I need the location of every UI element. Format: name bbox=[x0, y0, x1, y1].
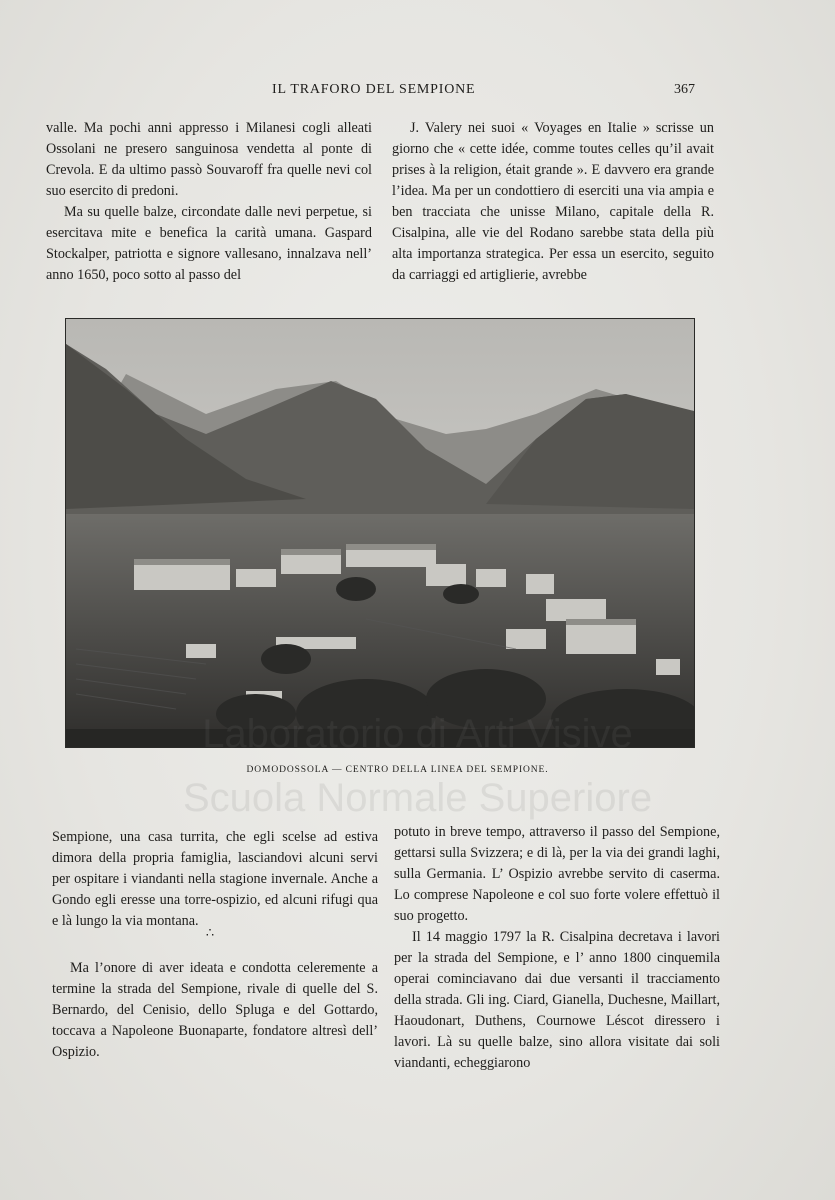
paragraph: valle. Ma pochi anni appresso i Milanesi cogli alleati Ossolani ne presero sanguinosa vendetta al ponte di Crevola. E da ultimo passò Souvaroff fra quelle nevi col suo esercito di predoni. bbox=[46, 120, 372, 199]
paragraph: Sempione, una casa turrita, che egli scelse ad estiva dimora della propria famiglia, lasciandovi alcuni servi per ospitare i viandanti nella stagione invernale. Anche a Gondo egli eresse una torre-ospizio, ed alcuni rifugi qua e là lungo la via montana. bbox=[52, 829, 378, 929]
figure-caption bbox=[0, 765, 835, 775]
text-column-bottom-right bbox=[394, 822, 720, 1074]
page-number: 367 bbox=[674, 82, 695, 97]
text-column-bottom-left bbox=[52, 827, 378, 932]
paragraph: potuto in breve tempo, attraverso il passo del Sempione, gettarsi sulla Svizzera; e di là, per la via dei grandi laghi, sulla Germania. L’ Ospizio avrebbe servito di caserma. Lo comprese Napoleone e col suo forte volere effettuò il suo progetto. bbox=[394, 824, 720, 924]
text-column-bottom-left-continued bbox=[52, 958, 378, 1063]
page-header bbox=[0, 82, 835, 102]
asterism-ornament: ∴ bbox=[205, 925, 215, 940]
text-column-top-right bbox=[392, 118, 714, 286]
domodossola-photograph bbox=[65, 318, 695, 748]
paragraph: J. Valery nei suoi « Voyages en Italie » scrisse un giorno che « cette idée, comme toutes celles qu’il avait prises à la religion, était grande ». E davvero era grande l’idea. Ma per un condottiero di eserciti una via ampia e ben tracciata che unisse Milano, capitale della R. Cisalpina, alle vie del Rodano sarebbe stata della più alta importanza strategica. Per essa un esercito, seguito da carriaggi ed artiglierie, avrebbe bbox=[392, 120, 714, 283]
landscape-illustration bbox=[66, 319, 694, 747]
watermark-line: Scuola Normale Superiore bbox=[182, 776, 653, 820]
text-column-top-left bbox=[46, 118, 372, 286]
paragraph: Il 14 maggio 1797 la R. Cisalpina decretava i lavori per la strada del Sempione, e l’ anno 1800 cinquemila operai cominciavano dai due versanti il tracciamento della strada. Gli ing. Ciard, Gianella, Duchesne, Maillart, Haoudonart, Duthens, Cournowe Léscot diressero i lavori. Là su quelle balze, sino allora visitate dai soli viandanti, echeggiarono bbox=[394, 929, 720, 1071]
paragraph: Ma su quelle balze, circondate dalle nevi perpetue, si esercitava mite e benefica la carità umana. Gaspard Stockalper, patriotta e signore vallesano, innalzava nell’ anno 1650, poco sotto al passo del bbox=[46, 204, 372, 283]
running-title: IL TRAFORO DEL SEMPIONE bbox=[272, 82, 476, 97]
caption-text: DOMODOSSOLA — CENTRO DELLA LINEA DEL SEMPIONE. bbox=[246, 765, 549, 775]
paragraph: Ma l’onore di aver ideata e condotta celeremente a termine la strada del Sempione, rivale di quelle del S. Bernardo, del Cenisio, dello Spluga e del Gottardo, toccava a Napoleone Buonaparte, fondatore altresì dell’ Ospizio. bbox=[52, 960, 378, 1060]
